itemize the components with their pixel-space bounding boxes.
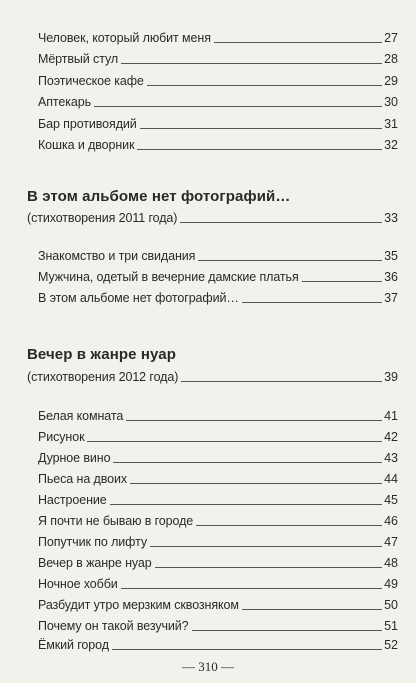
toc-entry-title: В этом альбоме нет фотографий… <box>38 291 239 305</box>
dotted-leader <box>130 483 382 484</box>
toc-entry-title: Кошка и дворник <box>38 138 135 152</box>
dotted-leader <box>126 420 382 421</box>
toc-entry-title: Мёртвый стул <box>38 52 119 66</box>
dotted-leader <box>155 567 383 568</box>
toc-entry <box>38 73 398 89</box>
toc-entry-title: Разбудит утро мерзким сквозняком <box>38 598 239 612</box>
dotted-leader <box>196 525 382 526</box>
toc-entry-page: 32 <box>384 138 398 152</box>
toc-entry <box>38 290 398 306</box>
toc-entry-page: 35 <box>384 249 398 263</box>
toc-entry-page: 46 <box>384 514 398 528</box>
toc-entry <box>38 555 398 571</box>
toc-entry-page: 45 <box>384 493 398 507</box>
toc-entry-title: Аптекарь <box>38 95 92 109</box>
toc-entry-page: 52 <box>384 638 398 652</box>
toc-entry-title: Мужчина, одетый в вечерние дамские платья <box>38 270 299 284</box>
toc-entry-page: 30 <box>384 95 398 109</box>
toc-entry-title: Знакомство и три свидания <box>38 249 196 263</box>
toc-entry-page: 43 <box>384 451 398 465</box>
toc-entry-page: 36 <box>384 270 398 284</box>
toc-entry-title: Дурное вино <box>38 451 111 465</box>
toc-entry <box>38 137 398 153</box>
toc-entry <box>38 450 398 466</box>
dotted-leader <box>94 106 382 107</box>
toc-entry-title: Попутчик по лифту <box>38 535 148 549</box>
toc-entry-title: Человек, который любит меня <box>38 31 211 45</box>
dotted-leader <box>242 609 382 610</box>
toc-entry <box>38 618 398 634</box>
page-number: — 310 — <box>182 659 234 674</box>
dotted-leader <box>214 42 382 43</box>
dotted-leader <box>150 546 382 547</box>
dotted-leader <box>198 260 382 261</box>
toc-entry-page: 51 <box>384 619 398 633</box>
toc-entry <box>38 471 398 487</box>
toc-entry-page: 31 <box>384 117 398 131</box>
section-title: В этом альбоме нет фотографий… <box>27 188 291 205</box>
toc-entry <box>38 408 398 424</box>
toc-entry-title: Рисунок <box>38 430 85 444</box>
toc-entry-title: Белая комната <box>38 409 124 423</box>
toc-entry <box>38 597 398 613</box>
toc-entry-title: Вечер в жанре нуар <box>38 556 152 570</box>
toc-entry-title: Настроение <box>38 493 107 507</box>
toc-entry-page: 28 <box>384 52 398 66</box>
toc-entry-title: Бар противоядий <box>38 117 137 131</box>
dotted-leader <box>181 381 382 382</box>
toc-entry-page: 39 <box>384 370 398 384</box>
toc-entry-title: Почему он такой везучий? <box>38 619 189 633</box>
dotted-leader <box>140 128 382 129</box>
toc-entry-page: 49 <box>384 577 398 591</box>
dotted-leader <box>110 504 382 505</box>
dotted-leader <box>302 281 382 282</box>
dotted-leader <box>113 462 382 463</box>
toc-entry <box>38 534 398 550</box>
dotted-leader <box>180 222 382 223</box>
dotted-leader <box>112 649 382 650</box>
toc-entry <box>38 51 398 67</box>
toc-entry-page: 33 <box>384 211 398 225</box>
toc-entry <box>38 116 398 132</box>
section-subtitle: (стихотворения 2011 года) <box>27 211 178 225</box>
section-subtitle-entry <box>27 210 398 226</box>
toc-entry <box>38 492 398 508</box>
toc-entry-page: 47 <box>384 535 398 549</box>
toc-entry-title: Я почти не бываю в городе <box>38 514 194 528</box>
toc-entry <box>38 513 398 529</box>
section-subtitle-entry <box>27 369 398 385</box>
toc-entry <box>38 576 398 592</box>
toc-entry-page: 42 <box>384 430 398 444</box>
toc-entry-title: Пьеса на двоих <box>38 472 128 486</box>
dotted-leader <box>121 63 382 64</box>
toc-entry-page: 27 <box>384 31 398 45</box>
dotted-leader <box>192 630 383 631</box>
toc-entry-page: 37 <box>384 291 398 305</box>
toc-entry-page: 41 <box>384 409 398 423</box>
dotted-leader <box>87 441 382 442</box>
dotted-leader <box>242 302 382 303</box>
toc-entry-page: 48 <box>384 556 398 570</box>
dotted-leader <box>121 588 382 589</box>
toc-entry <box>38 30 398 46</box>
toc-entry-page: 50 <box>384 598 398 612</box>
toc-entry <box>38 269 398 285</box>
dotted-leader <box>137 149 382 150</box>
section-title: Вечер в жанре нуар <box>27 346 176 363</box>
toc-entry-title: Ёмкий город <box>38 638 109 652</box>
toc-entry <box>38 637 398 653</box>
toc-entry-page: 29 <box>384 74 398 88</box>
toc-entry <box>38 94 398 110</box>
section-subtitle: (стихотворения 2012 года) <box>27 370 179 384</box>
toc-entry-page: 44 <box>384 472 398 486</box>
toc-entry <box>38 248 398 264</box>
toc-entry-title: Ночное хобби <box>38 577 118 591</box>
toc-entry <box>38 429 398 445</box>
dotted-leader <box>147 85 382 86</box>
toc-entry-title: Поэтическое кафе <box>38 74 144 88</box>
